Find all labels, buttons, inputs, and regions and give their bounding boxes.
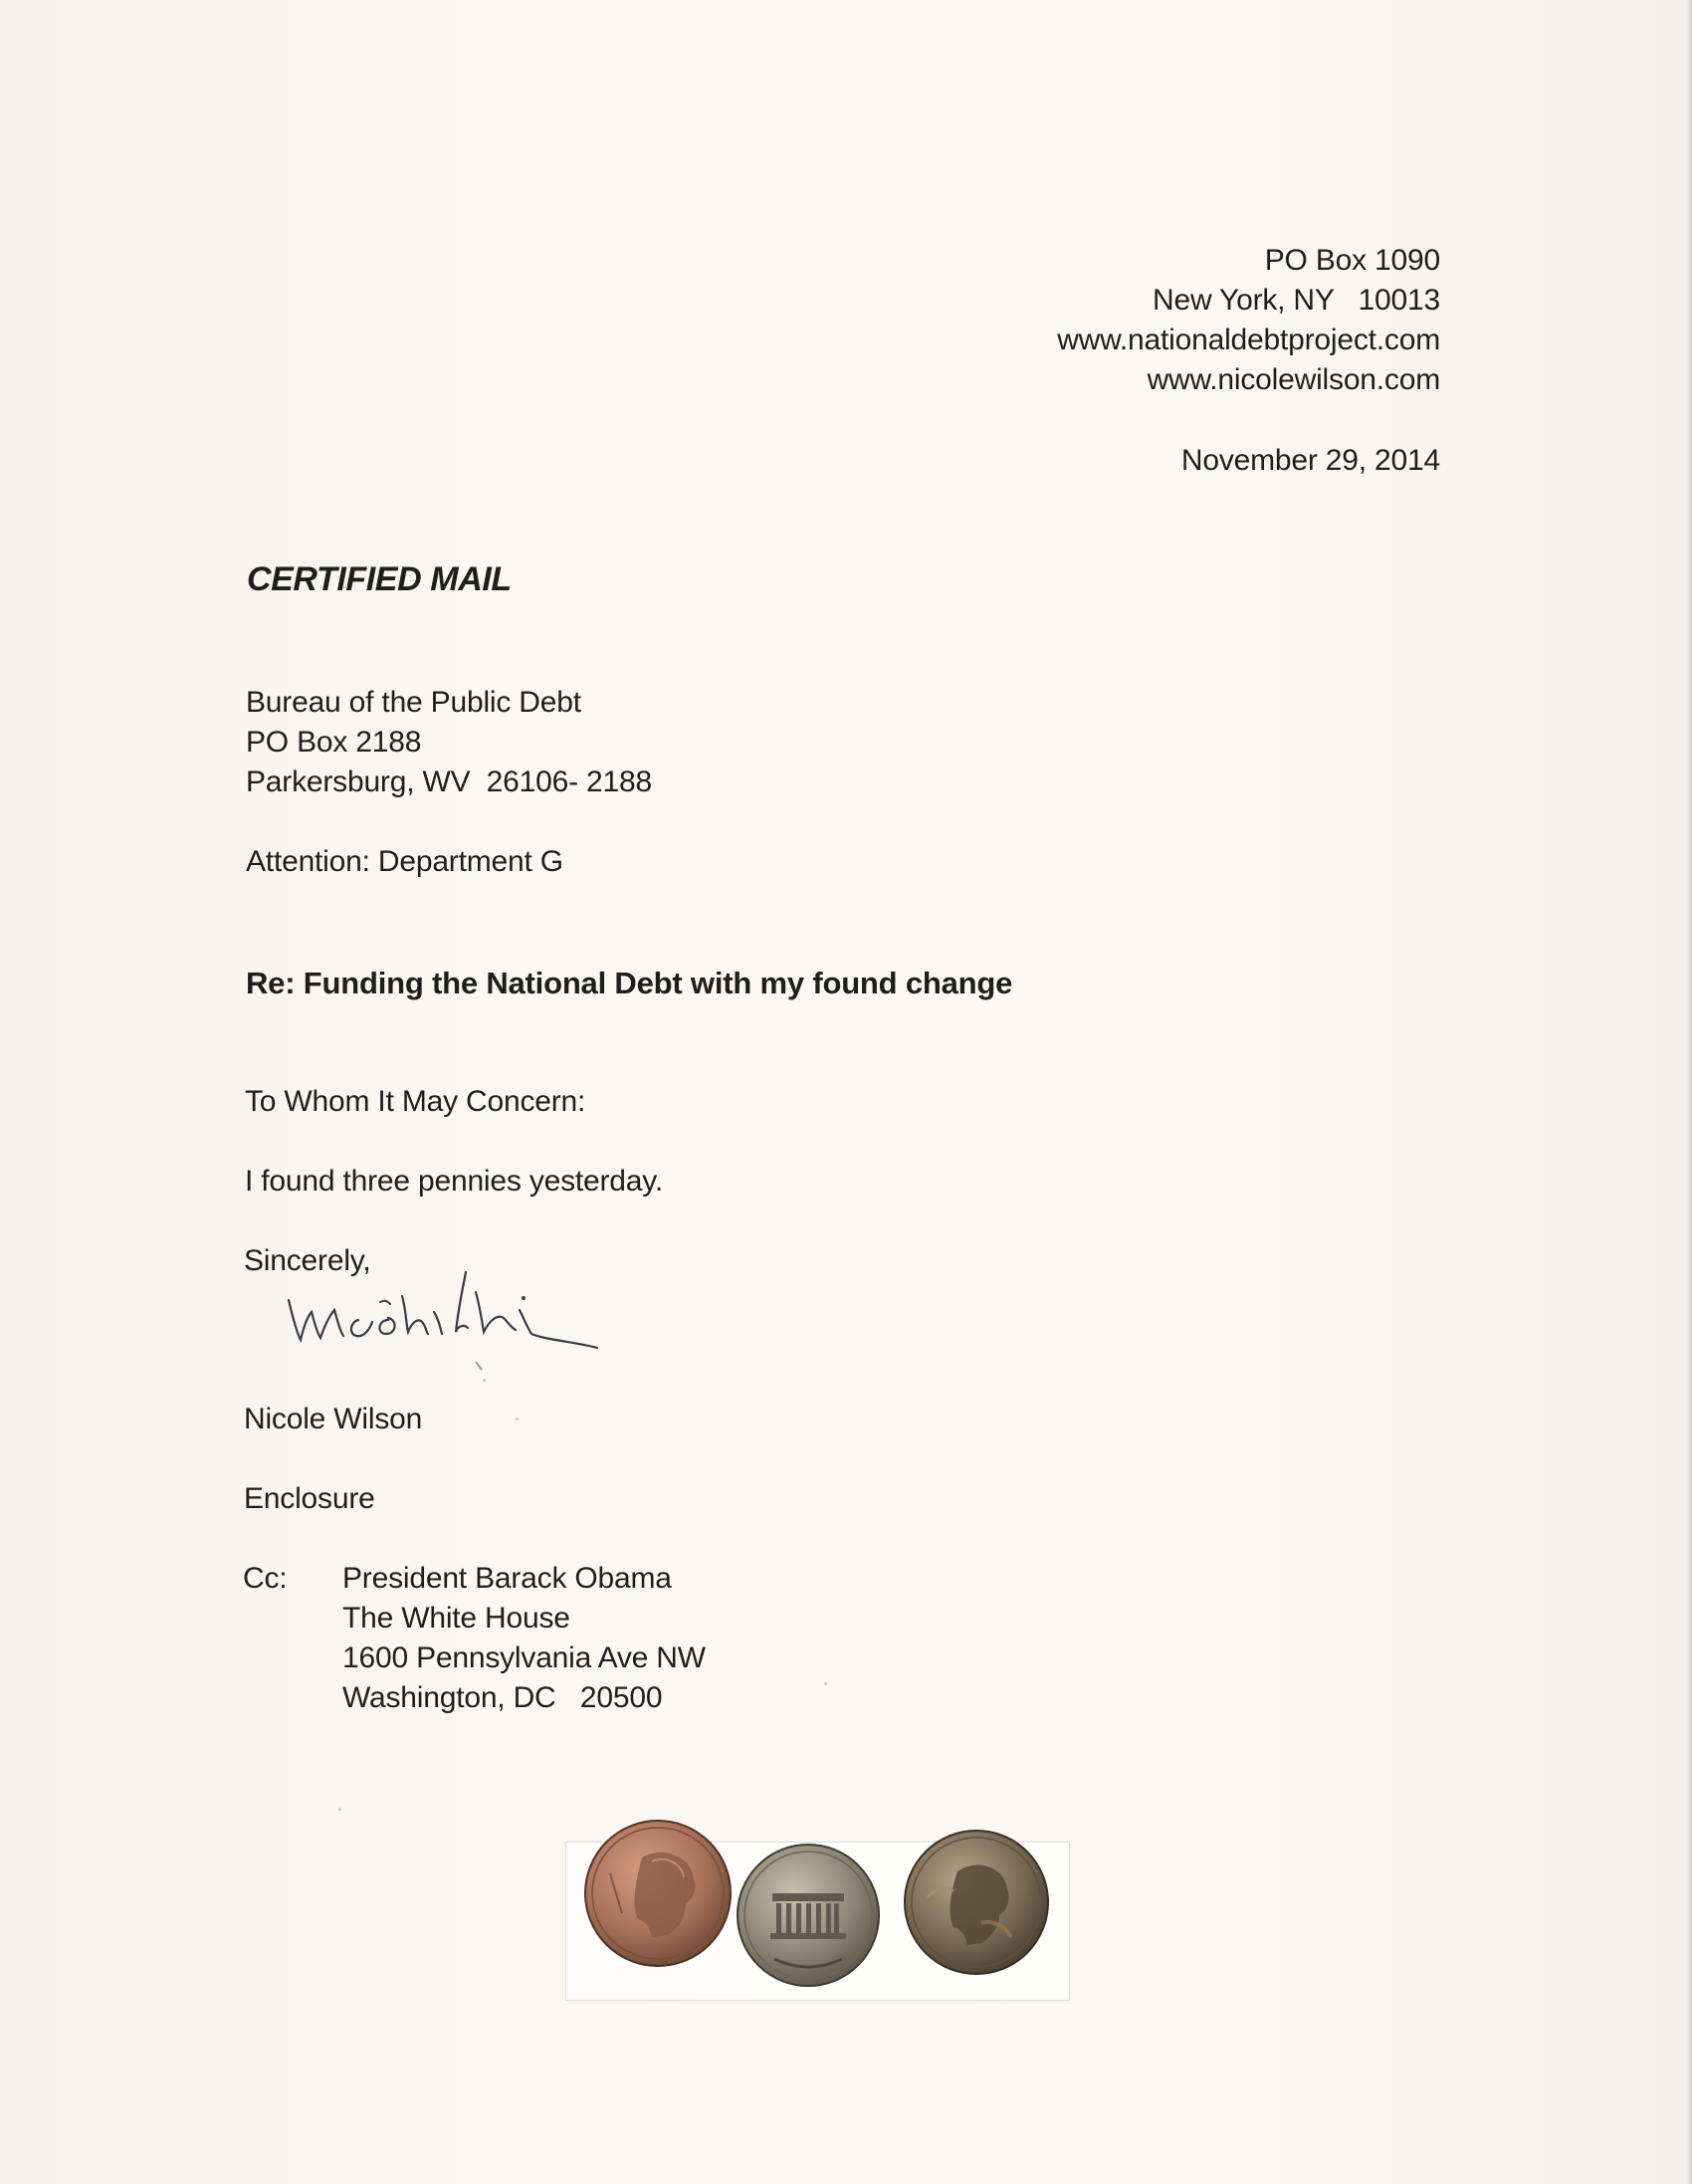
salutation: To Whom It May Concern: bbox=[245, 1085, 586, 1118]
cc-label: Cc: bbox=[243, 1562, 288, 1595]
penny-union-shield-icon bbox=[735, 1842, 882, 1989]
page-edge-shadow bbox=[1686, 0, 1692, 2184]
scan-speck bbox=[338, 1808, 341, 1811]
attention-line: Attention: Department G bbox=[246, 845, 563, 878]
cc-line-3: 1600 Pennsylvania Ave NW bbox=[342, 1641, 706, 1674]
letter-body: I found three pennies yesterday. bbox=[245, 1165, 663, 1198]
recipient-address-line2: Parkersburg, WV 26106- 2188 bbox=[246, 765, 652, 798]
enclosure-note: Enclosure bbox=[244, 1482, 375, 1515]
sender-website-1: www.nationaldebtproject.com bbox=[1057, 324, 1440, 356]
subject-line: Re: Funding the National Debt with my found change bbox=[246, 966, 1013, 1000]
scan-speck bbox=[483, 1379, 486, 1382]
cc-line-4: Washington, DC 20500 bbox=[342, 1681, 663, 1714]
recipient-address-line1: PO Box 2188 bbox=[246, 726, 422, 759]
scan-speck bbox=[516, 1418, 519, 1420]
closing: Sincerely, bbox=[244, 1244, 371, 1277]
penny-tarnished-profile-icon bbox=[902, 1828, 1051, 1977]
signer-name: Nicole Wilson bbox=[244, 1403, 423, 1435]
sender-address-line2: New York, NY 10013 bbox=[1153, 284, 1440, 317]
sender-block bbox=[1057, 241, 1440, 400]
recipient-block bbox=[246, 683, 652, 802]
handwritten-signature bbox=[277, 1262, 660, 1372]
cc-line-1: President Barack Obama bbox=[342, 1562, 672, 1595]
cc-line-2: The White House bbox=[342, 1602, 570, 1635]
certified-mail-heading: CERTIFIED MAIL bbox=[247, 560, 512, 598]
penny-lincoln-profile-icon bbox=[582, 1818, 734, 1969]
scan-speck bbox=[824, 1682, 827, 1685]
sender-website-2: www.nicolewilson.com bbox=[1147, 363, 1440, 396]
letter-date: November 29, 2014 bbox=[1180, 444, 1440, 477]
recipient-name: Bureau of the Public Debt bbox=[246, 686, 581, 719]
sender-address-line1: PO Box 1090 bbox=[1264, 244, 1440, 277]
cc-recipient-block bbox=[342, 1559, 706, 1718]
